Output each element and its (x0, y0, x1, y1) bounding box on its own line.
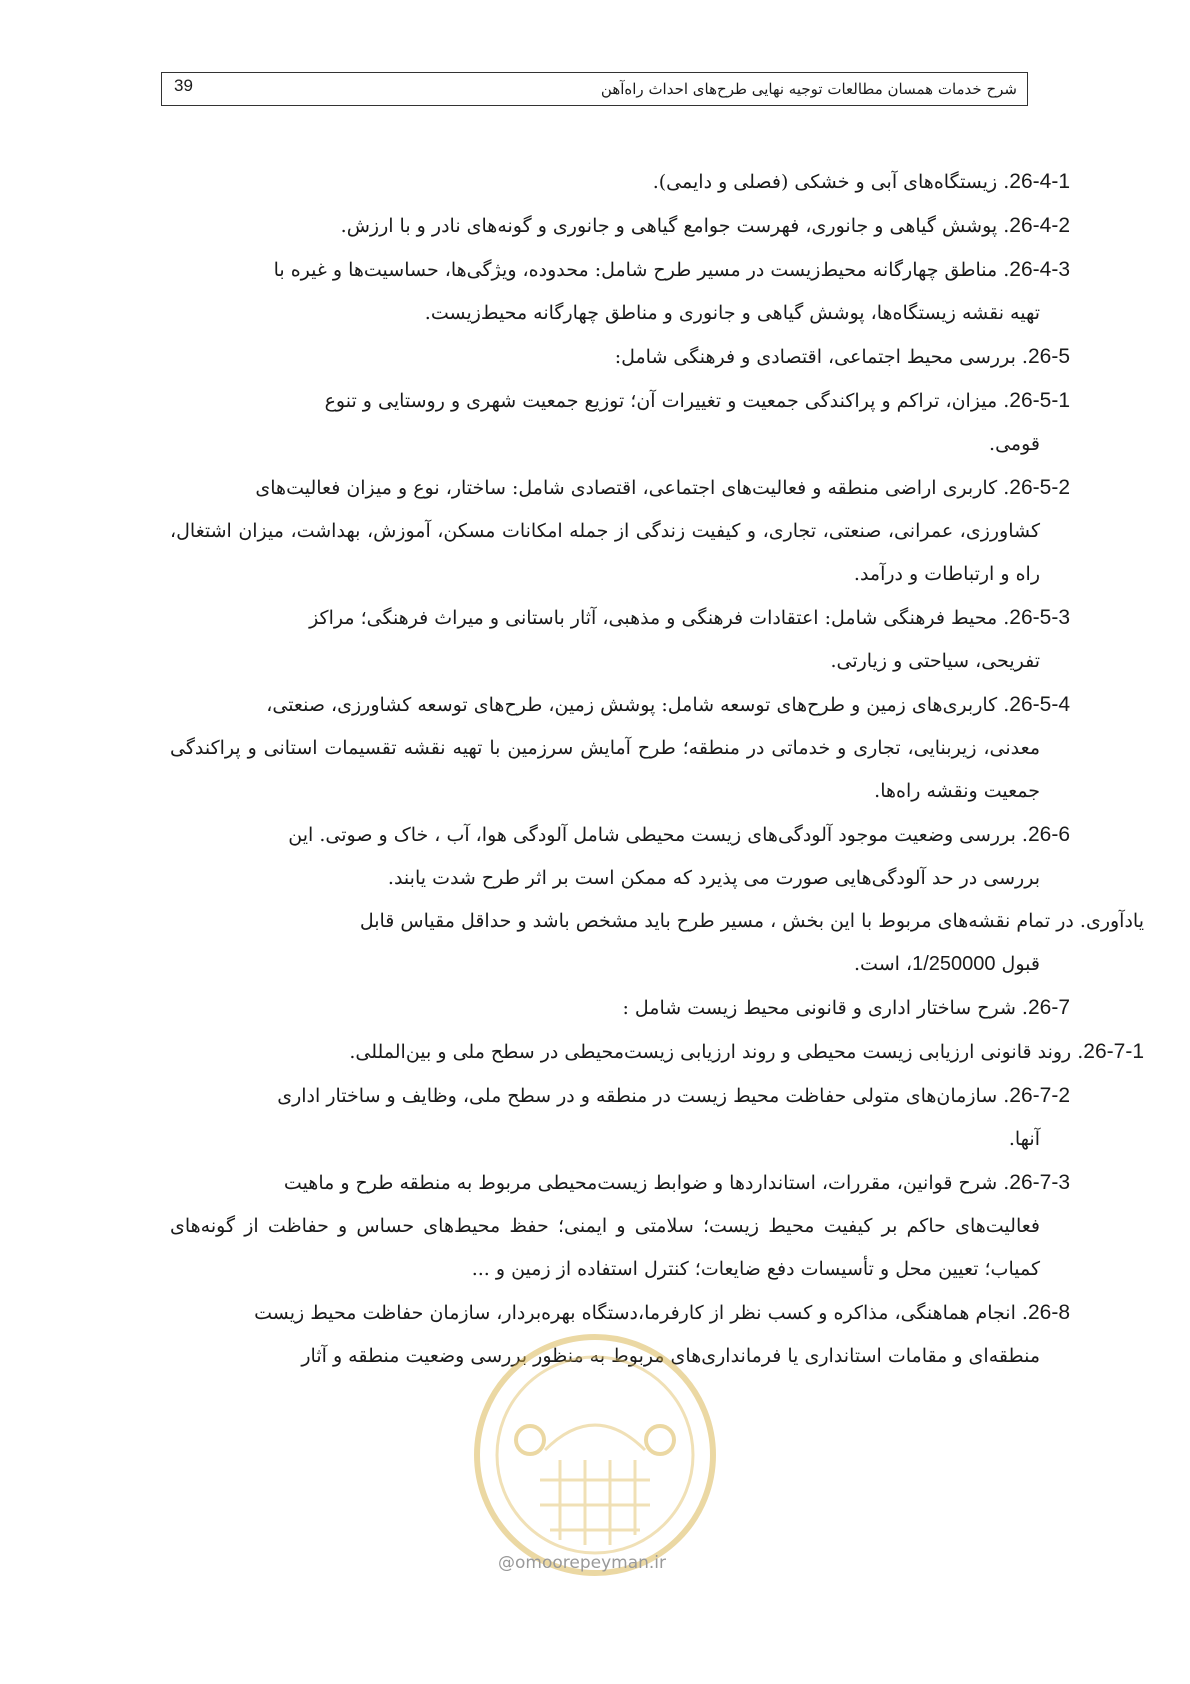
clause-number: 26-4-1 (1009, 170, 1070, 193)
note-text: یادآوری. در تمام نقشه‌های مربوط با این بخش ، مسیر طرح باید مشخص باشد و حداقل مقیاس قابل (359, 910, 1144, 932)
clause-number: 26-7 (1027, 996, 1070, 1019)
paragraph-26-7-1 (170, 1030, 1144, 1074)
clause-number: 26-8 (1027, 1301, 1070, 1324)
clause-number: 26-5 (1027, 345, 1070, 368)
clause-continuation: منطقه‌ای و مقامات استانداری یا فرمانداری‌های مربوط به منظور بررسی وضعیت منطقه و آثار (301, 1345, 1040, 1367)
paragraph-26-5-1 (170, 379, 1070, 466)
clause-continuation: قومی. (989, 433, 1040, 455)
clause-text: . شرح قوانین، مقررات، استانداردها و ضوابط زیست‌محیطی مربوط به منطقه طرح و ماهیت (283, 1172, 1010, 1194)
clause-text: . محیط فرهنگی شامل: اعتقادات فرهنگی و مذهبی، آثار باستانی و میراث فرهنگی؛ مراکز (309, 607, 1010, 629)
watermark-url: @omoorepeyman.ir (498, 1553, 667, 1573)
note-cont-after: ، است. (854, 953, 913, 975)
note-continuation (170, 943, 1144, 986)
paragraph-26-6 (170, 813, 1070, 900)
note-paragraph (170, 900, 1144, 986)
page-number: 39 (174, 76, 193, 95)
clause-number: 26-5-4 (1009, 693, 1070, 716)
clause-text: . کاربری اراضی منطقه و فعالیت‌های اجتماعی، اقتصادی شامل: ساختار، نوع و میزان فعالیت‌های (255, 477, 1010, 499)
note-scale: 1/250000 (912, 953, 996, 975)
clause-continuation: بررسی در حد آلودگی‌هایی صورت می پذیرد که ممکن است بر اثر طرح شدت یابند. (387, 867, 1040, 889)
clause-continuation: فعالیت‌های حاکم بر کیفیت محیط زیست؛ سلامتی و ایمنی؛ حفظ محیط‌های حساس و حفاظت از گونه‌های کمیاب؛ تعیین محل و تأسیسات دفع ضایعات؛ کنترل استفاده از زمین و ... (170, 1215, 1040, 1280)
seal-logo-icon (470, 1330, 720, 1580)
paragraph-26-4-3 (170, 248, 1070, 335)
paragraph-26-5-2 (170, 466, 1070, 596)
clause-continuation: آنها. (1008, 1128, 1040, 1150)
clause-continuation: تهیه نقشه زیستگاه‌ها، پوشش گیاهی و جانوری و مناطق چهارگانه محیط‌زیست. (424, 302, 1040, 324)
clause-number: 26-4-3 (1009, 258, 1070, 281)
clause-text: . مناطق چهارگانه محیط‌زیست در مسیر طرح شامل: محدوده، ویژگی‌ها، حساسیت‌ها و غیره با (273, 259, 1010, 281)
clause-number: 26-5-2 (1009, 476, 1070, 499)
clause-text: . میزان، تراکم و پراکندگی جمعیت و تغییرات آن؛ توزیع جمعیت شهری و روستایی و تنوع (324, 390, 1010, 412)
paragraph-26-4-1 (170, 160, 1070, 204)
clause-number: 26-7-1 (1083, 1040, 1144, 1063)
clause-text: . شرح ساختار اداری و قانونی محیط زیست شامل : (622, 997, 1028, 1019)
clause-continuation: معدنی، زیربنایی، تجاری و خدماتی در منطقه؛ طرح آمایش سرزمین با تهیه نقشه تقسیمات استانی و پراکندگی جمعیت ونقشه راه‌ها. (170, 737, 1040, 802)
clause-text: . بررسی وضعیت موجود آلودگی‌های زیست محیطی شامل آلودگی هوا، آب ، خاک و صوتی. این (288, 824, 1028, 846)
clause-number: 26-6 (1027, 823, 1070, 846)
clause-text: . زیستگاه‌های آبی و خشکی (فصلی و دایمی). (652, 171, 1010, 193)
running-header-title: شرح خدمات همسان مطالعات توجیه نهایی طرح‌های احداث راه‌آهن (600, 80, 1017, 98)
clause-text: . سازمان‌های متولی حفاظت محیط زیست در منطقه و در سطح ملی، وظایف و ساختار اداری (277, 1085, 1010, 1107)
clause-number: 26-5-3 (1009, 606, 1070, 629)
clause-number: 26-4-2 (1009, 214, 1070, 237)
running-header-box (161, 72, 1028, 106)
clause-text: . بررسی محیط اجتماعی، اقتصادی و فرهنگی شامل: (614, 346, 1028, 368)
clause-continuation: کشاورزی، عمرانی، صنعتی، تجاری، و کیفیت زندگی از جمله امکانات مسکن، آموزش، بهداشت، میزان اشتغال، راه و ارتباطات و درآمد. (170, 520, 1040, 585)
clause-text: . پوشش گیاهی و جانوری، فهرست جوامع گیاهی و جانوری و گونه‌های نادر و با ارزش. (340, 215, 1010, 237)
paragraph-26-5-4 (170, 683, 1070, 813)
note-cont-before: قبول (995, 953, 1040, 975)
paragraph-26-4-2 (170, 204, 1070, 248)
clause-text: . روند قانونی ارزیابی زیست محیطی و روند ارزیابی زیست‌محیطی در سطح ملی و بین‌المللی. (349, 1041, 1084, 1063)
paragraph-26-5-3 (170, 596, 1070, 683)
paragraph-26-7-3 (170, 1161, 1070, 1291)
clause-number: 26-5-1 (1009, 389, 1070, 412)
clause-number: 26-7-2 (1009, 1084, 1070, 1107)
paragraph-26-7-2 (170, 1074, 1070, 1161)
clause-text: . انجام هماهنگی، مذاکره و کسب نظر از کارفرما،دستگاه بهره‌بردار، سازمان حفاظت محیط زیست (254, 1302, 1028, 1324)
clause-continuation: تفریحی، سیاحتی و زیارتی. (830, 650, 1040, 672)
paragraph-26-7 (170, 986, 1070, 1030)
clause-number: 26-7-3 (1009, 1171, 1070, 1194)
clause-text: . کاربری‌های زمین و طرح‌های توسعه شامل: پوشش زمین، طرح‌های توسعه کشاورزی، صنعتی، (266, 694, 1010, 716)
paragraph-26-5 (170, 335, 1070, 379)
